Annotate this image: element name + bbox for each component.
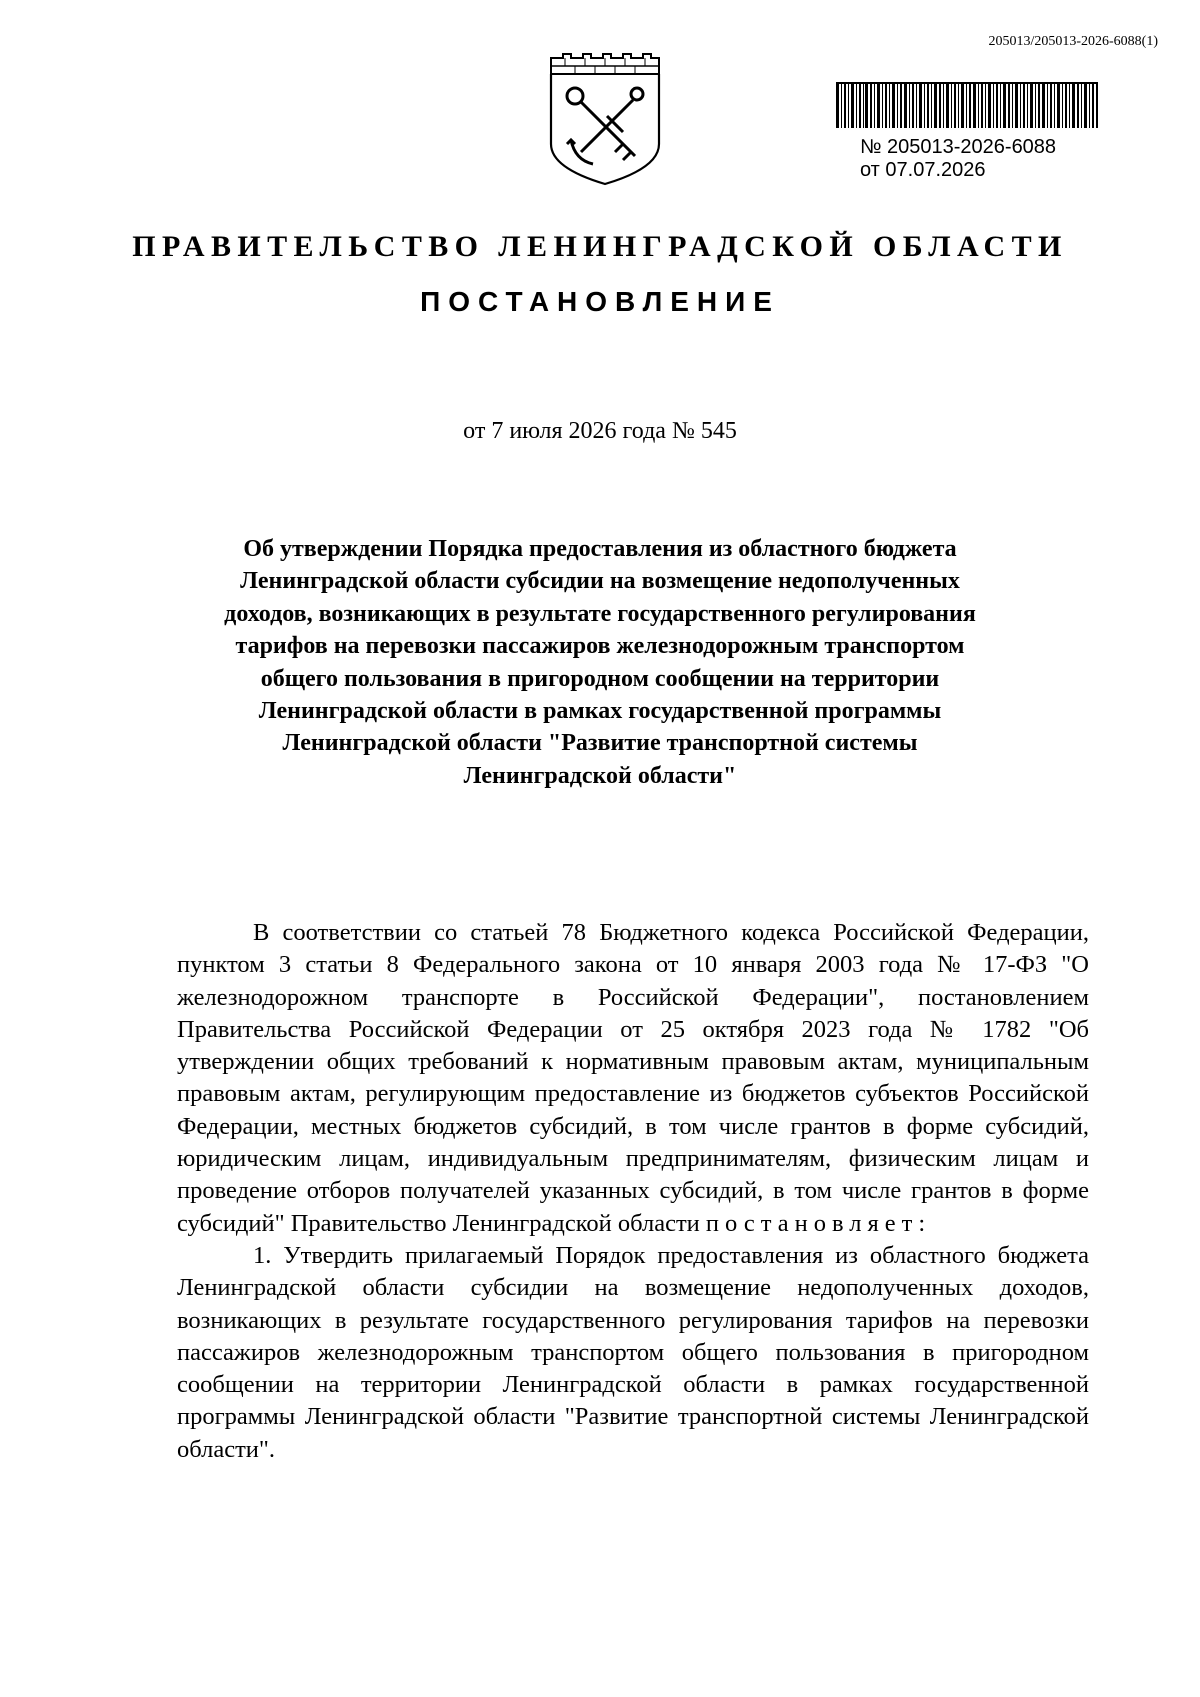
decree-word: постановляет: xyxy=(705,1209,932,1237)
registration-stamp xyxy=(836,82,1106,182)
registration-number: № 205013-2026-6088 xyxy=(860,136,1057,158)
document-date-number: от 7 июля 2026 года № 545 xyxy=(463,418,737,444)
document-title: Об утверждении Порядка предоставления из областного бюджета Ленинградской области субсидии на возмещение недополученных доходов, возникающих в результате государственного регулирования тарифов на перевозки пассажиров железнодорожным транспортом общего пользования в пригородном сообщении на территории Ленинградской области в рамках государственной программы Ленинградской области "Развитие транспортной системы Ленинградской области" xyxy=(224,536,976,789)
barcode-icon xyxy=(836,82,1098,128)
registration-date: от 07.07.2026 xyxy=(860,159,986,181)
coat-of-arms-icon xyxy=(545,52,665,186)
body-paragraph-2: 1. Утвердить прилагаемый Порядок предоставления из областного бюджета Ленинградской области субсидии на возмещение недополученных доходов, возникающих в результате государственного регулирования тарифов на перевозки пассажиров железнодорожным транспортом общего пользования в пригородном сообщении на территории Ленинградской области в рамках государственной программы Ленинградской области "Развитие транспортной системы Ленинградской области". xyxy=(177,1241,1089,1463)
government-name: ПРАВИТЕЛЬСТВО ЛЕНИНГРАДСКОЙ ОБЛАСТИ xyxy=(132,230,1068,263)
preamble-text: В соответствии со статьей 78 Бюджетного кодекса Российской Федерации, пунктом 3 статьи 8 Федерального закона от 10 января 2003 года № 17-ФЗ "О железнодорожном транспорте в Российской Федерации", постановлением Правительства Российской Федерации от 25 октября 2023 года № 1782 "Об утверждении общих требований к нормативным правовым актам, муниципальным правовым актам, регулирующим предоставление из бюджетов субъектов Российской Федерации, местных бюджетов субсидий, в том числе грантов в форме субсидий, юридическим лицам, индивидуальным предпринимателям, физическим лицам и проведение отборов получателей указанных субсидий, в том числе грантов в форме субсидий" Правительство Ленинградской области xyxy=(177,919,1089,1237)
document-body xyxy=(177,917,1089,1466)
body-paragraph-1 xyxy=(177,917,1089,1240)
document-type: ПОСТАНОВЛЕНИЕ xyxy=(420,286,780,317)
document-id: 205013/205013-2026-6088(1) xyxy=(988,34,1158,49)
